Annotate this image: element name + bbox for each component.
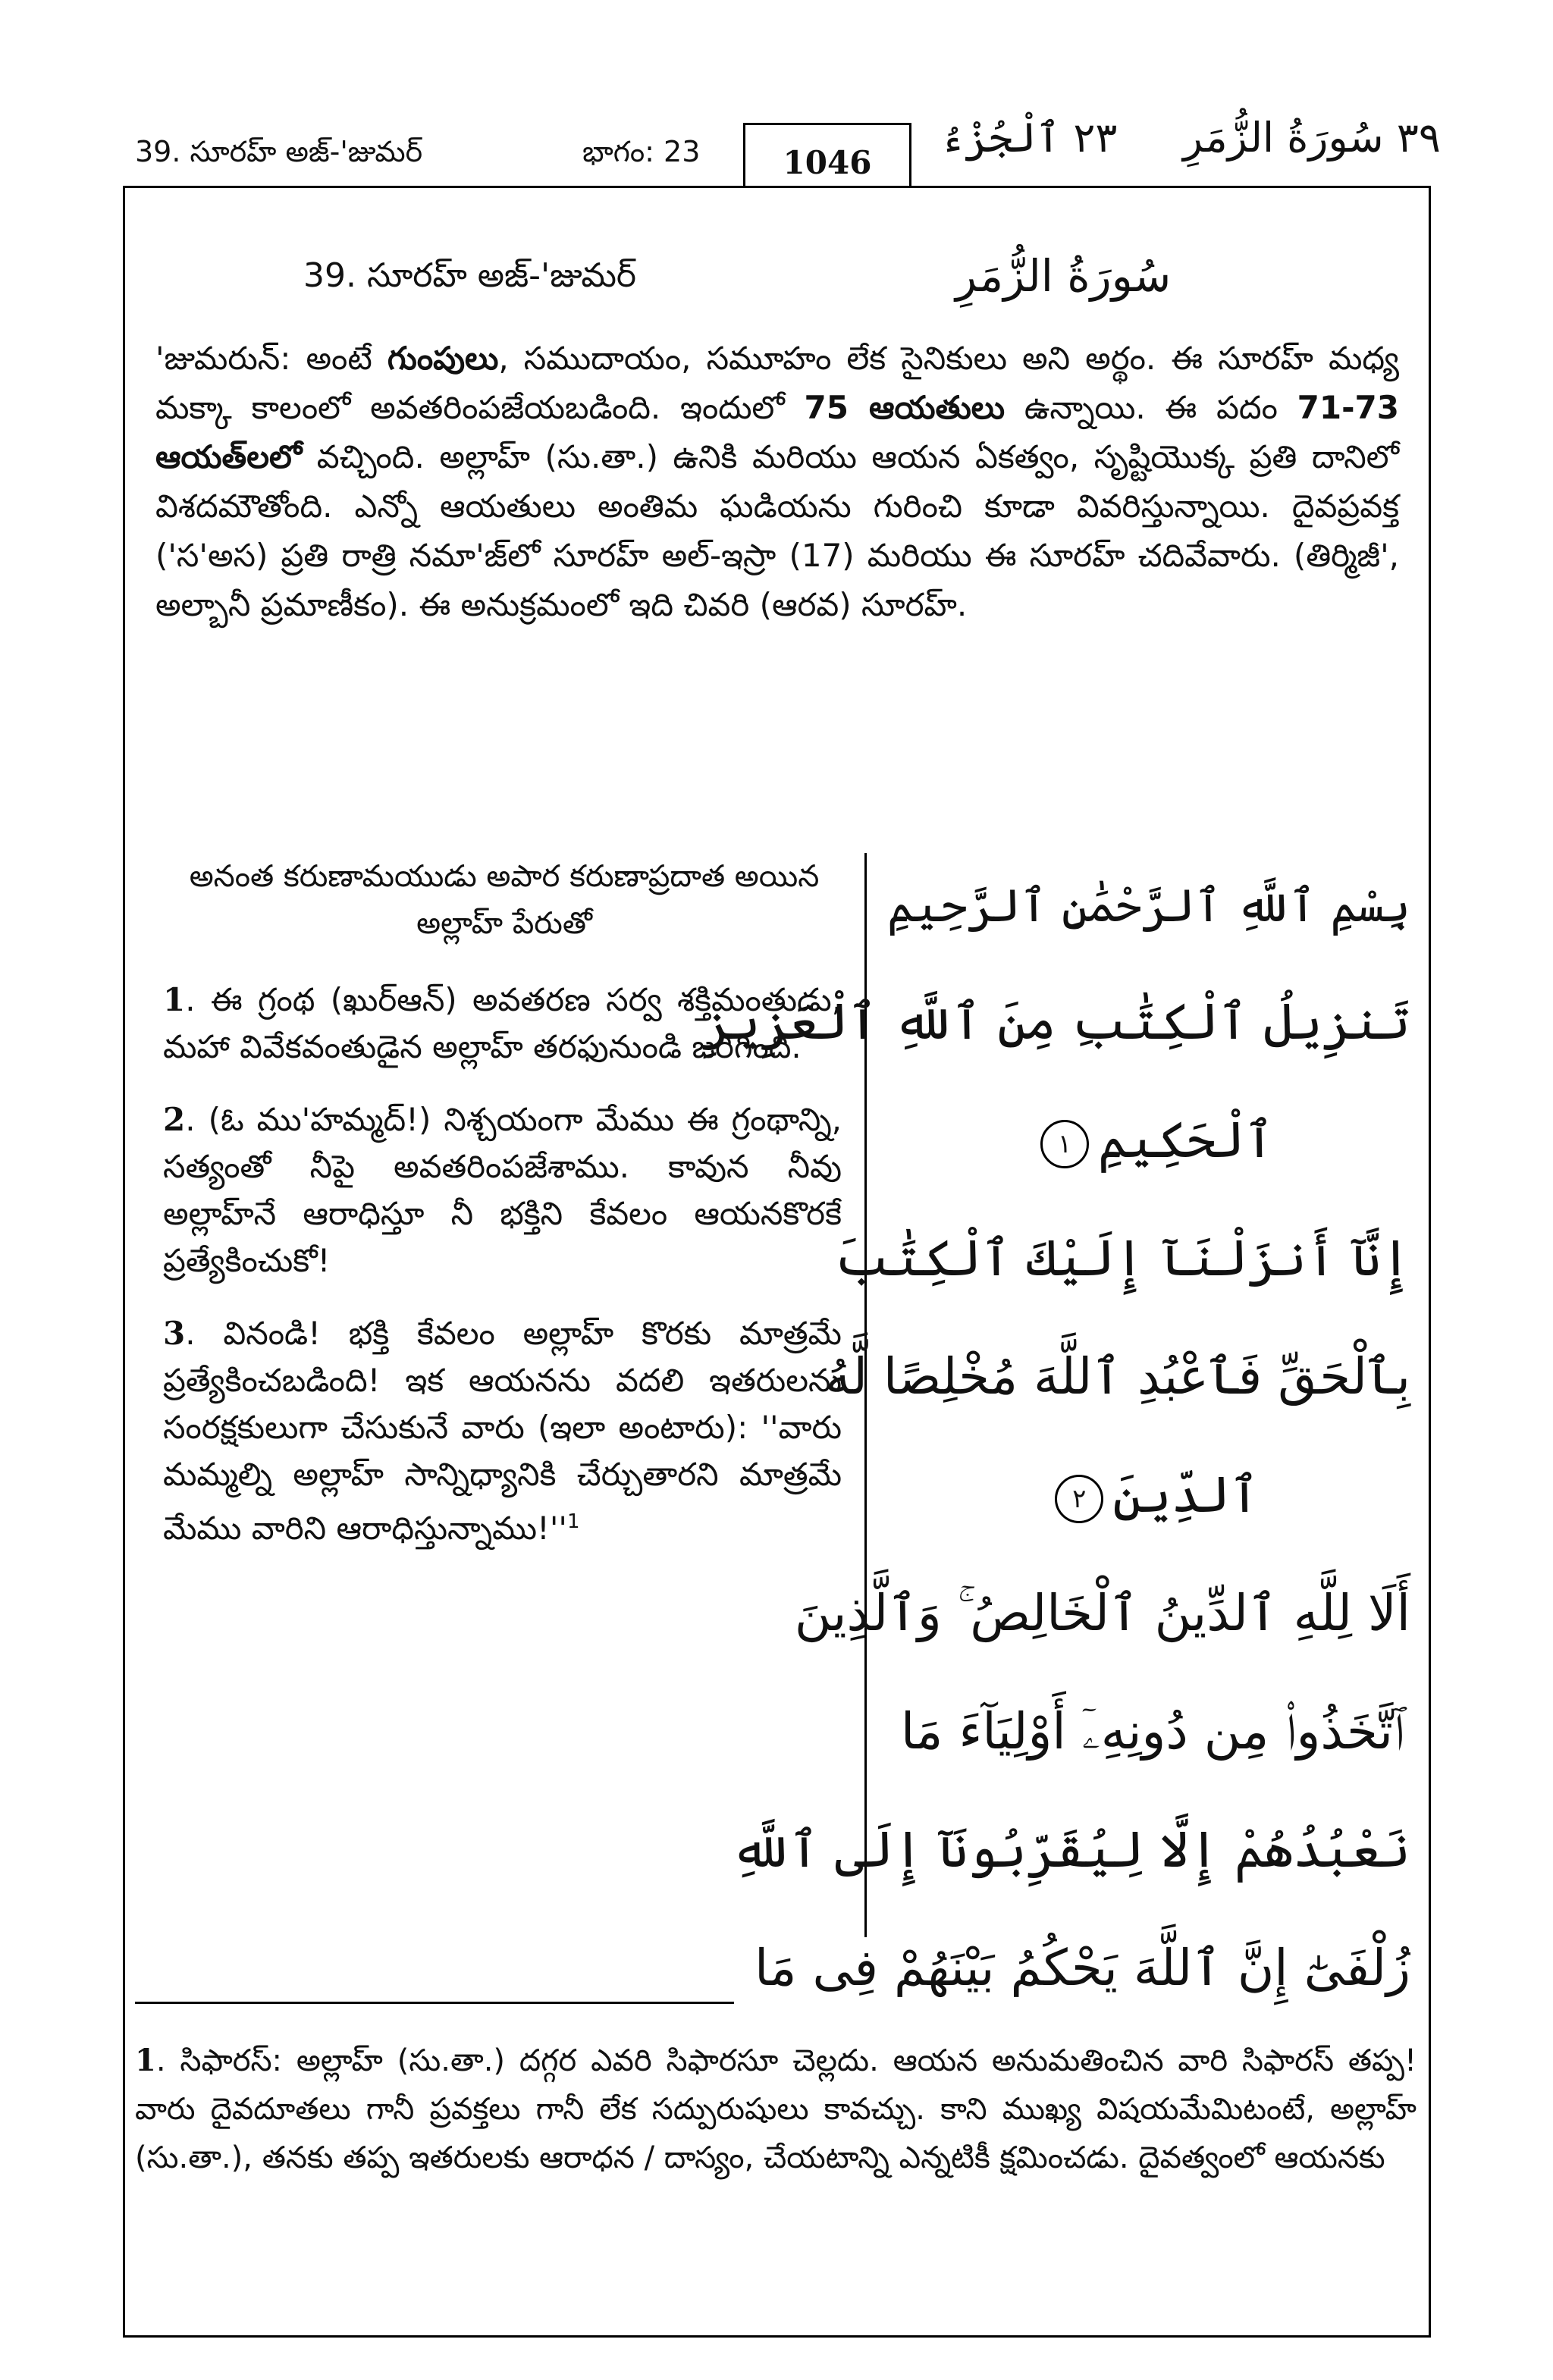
footnote-text: . సిఫారస్: అల్లాహ్ (సు.తా.) దగ్గర ఎవరి సిఫారసూ చెల్లదు. ఆయన అనుమతించిన వారి సిఫారస్ తప్ప! వారు దైవదూతలు గానీ ప్రవక్తలు గానీ లేక సద్పురుషులు కావచ్చు. కాని ముఖ్య విషయమేమిటంటే, అల్లాహ్ (సు.తా.), తనకు తప్ప ఇతరులకు ఆరాధన / దాస్యం, చేయటాన్ని ఎన్నటికీ క్షమించడు. దైవత్వంలో ఆయనకు [135,2043,1417,2175]
intro-text-3: ఉన్నాయి. ఈ పదం [1005,389,1297,426]
verse-end-marker: ١ [1040,1120,1089,1168]
verse-number: 1 [163,981,186,1018]
verse-2 [163,1096,842,1284]
header-part-number: భాగం: 23 [582,135,701,168]
surah-title-telugu: 39. సూరహ్ అజ్-'జుమర్ [303,256,636,295]
arabic-line: بِٱلْحَقِّ فَٱعْبُدِ ٱللَّهَ مُخْلِصًا لَّهُ [825,1347,1410,1406]
arabic-line: تَنزِيلُ ٱلْكِتَٰبِ مِنَ ٱللَّهِ ٱلْعَزِيزِ [701,992,1410,1051]
page-number: 1046 [743,123,911,188]
verse-number: 3 [163,1315,186,1352]
footnote-rule [135,2002,734,2004]
arabic-line: أَلَا لِلَّهِ ٱلدِّينُ ٱلْخَالِصُ ۚ وَٱلَّذِينَ [794,1584,1410,1642]
intro-bold-2: 75 ఆయతులు [804,389,1006,426]
verse-3 [163,1310,842,1552]
intro-text-2: , సముదాయం, సమూహం లేక సైనికులు అని అర్థం. ఈ సూరహ్ మధ్య మక్కా కాలంలో అవతరింపజేయబడింది. ఇందులో [155,340,1400,426]
verse-text: . (ఓ ము'హమ్మద్!) నిశ్చయంగా మేము ఈ గ్రంథాన్ని, సత్యంతో నీపై అవతరింపజేశాము. కావున నీవు అల్లాహ్‌నే ఆరాధిస్తూ నీ భక్తిని కేవలం ఆయనకొరకే ప్రత్యేకించుకో! [163,1101,842,1279]
footnote [135,2037,1417,2182]
verse-text: . వినండి! భక్తి కేవలం అల్లాహ్ కొరకు మాత్రమే ప్రత్యేకించబడింది! ఇక ఆయనను వదలి ఇతరులను సంరక్షకులుగా చేసుకునే వారు (ఇలా అంటారు): ''వారు మమ్మల్ని అల్లాహ్ సాన్నిధ్యానికి చేర్చుతారని మాత్రమే మేము వారిని ఆరాధిస్తున్నాము!'' [163,1315,842,1547]
header-surah-arabic: ٣٩ سُورَةُ الزُّمَرِ [1183,114,1441,161]
intro-text-1: 'జుమరున్: అంటే [155,340,387,377]
intro-bold-1: గుంపులు [387,340,499,377]
arabic-line [895,1081,1410,1199]
basmala-telugu: అనంత కరుణామయుడు అపార కరుణాప్రదాత అయిన అల్లాహ్ పేరుతో [189,859,820,941]
intro-bold-3: 71-73 ఆయత్‌లలో [155,389,1399,475]
arabic-line: نَعْبُدُهُمْ إِلَّا لِيُقَرِّبُونَآ إِلَى ٱللَّهِ [730,1820,1410,1879]
arabic-line-text: ٱلدِّينَ [1112,1466,1260,1524]
surah-title-arabic: سُورَةُ الزُّمَرِ [955,250,1172,302]
basmala-arabic: بِسْمِ ٱللَّهِ ٱلرَّحْمَٰنِ ٱلرَّحِيمِ [886,880,1410,933]
verse-number: 2 [163,1101,186,1138]
verse-text: . ఈ గ్రంథ (ఖుర్ఆన్) అవతరణ సర్వ శక్తిమంతుడు, మహా వివేకవంతుడైన అల్లాహ్ తరఫునుండి జరిగింది. [163,981,842,1065]
verse-end-marker: ٢ [1055,1475,1103,1523]
footnote-number: 1 [135,2043,156,2078]
arabic-line: زُلْفَىٰٓ إِنَّ ٱللَّهَ يَحْكُمُ بَيْنَهُمْ فِى مَا [755,1939,1410,1997]
arabic-line: إِنَّآ أَنزَلْنَآ إِلَيْكَ ٱلْكِتَٰبَ [834,1229,1410,1287]
header-surah-name: 39. సూరహ్ అజ్-'జుమర్ [135,135,423,168]
arabic-line [895,1436,1410,1554]
header-juz-arabic: ٢٣ ٱلْجُزْءُ [940,114,1118,161]
arabic-line-text: ٱلْحَكِيمِ [1097,1111,1275,1169]
intro-text-4: వచ్చింది. అల్లాహ్ (సు.తా.) ఉనికి మరియు ఆయన ఏకత్వం, సృష్టియొక్క ప్రతి దానిలో విశదమౌతోంది. ఎన్నో ఆయతులు అంతిమ ఘడియను గురించి కూడా వివరిస్తున్నాయి. దైవప్రవక్త ('స'అస) ప్రతి రాత్రి నమా'జ్‌లో సూరహ్ అల్-ఇస్రా (17) మరియు ఈ సూరహ్ చదివేవారు. (తిర్మిజీ', అల్బానీ ప్రమాణీకం). ఈ అనుక్రమంలో ఇది చివరి (ఆరవ) సూరహ్. [155,438,1399,623]
arabic-line: ٱتَّخَذُوا۟ مِن دُونِهِۦٓ أَوْلِيَآءَ مَا [900,1702,1405,1761]
surah-introduction [155,334,1399,629]
arabic-column [701,849,1410,2027]
footnote-marker: 1 [566,1510,580,1533]
